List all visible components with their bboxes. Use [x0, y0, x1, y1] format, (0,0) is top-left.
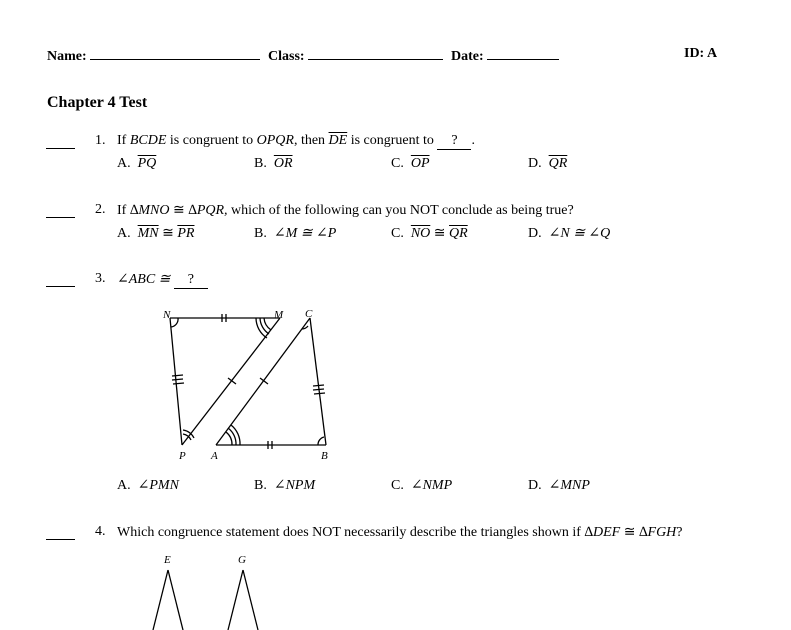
test-id: ID: A	[684, 46, 718, 61]
answer-blank-q1[interactable]	[46, 147, 75, 149]
answer-blank-q3[interactable]	[46, 285, 75, 287]
option-q1-c[interactable]: C. $\overline{OP}$	[391, 156, 430, 171]
answer-blank-q2[interactable]	[46, 216, 75, 218]
option-q2-a[interactable]: A. $\overline{MN}$ ≅ $\overline{PR}$	[117, 226, 195, 241]
class-field[interactable]	[268, 46, 443, 65]
question-number: 2.	[95, 202, 106, 217]
option-q1-a[interactable]: A. $\overline{PQ}$	[117, 156, 157, 171]
option-q2-c[interactable]: C. $\overline{NO}$ ≅ $\overline{QR}$	[391, 226, 468, 241]
class-label: Class:	[268, 49, 305, 64]
vertex-label-g: G	[238, 554, 246, 566]
page-title: Chapter 4 Test	[47, 94, 148, 111]
option-q3-d[interactable]: D. ∠MNP	[528, 478, 590, 493]
segment-ac	[216, 318, 310, 445]
name-blank[interactable]	[90, 46, 260, 60]
vertex-label-m: M	[274, 309, 284, 321]
segment-cb	[310, 318, 326, 445]
date-blank[interactable]	[487, 46, 559, 60]
triangle-fgh-left-side	[228, 570, 243, 630]
question-1-stem: If BCDE is congruent to OPQR, then $\overline{DE}$ is congruent to ? .	[117, 133, 475, 148]
name-label: Name:	[47, 49, 87, 64]
option-q1-d[interactable]: D. $\overline{QR}$	[528, 156, 568, 171]
option-q2-b[interactable]: B. ∠M ≅ ∠P	[254, 226, 337, 241]
option-q2-d[interactable]: D. ∠N ≅ ∠Q	[528, 226, 611, 241]
date-label: Date:	[451, 49, 484, 64]
parallelogram-figure	[150, 300, 350, 470]
triangle-fgh-right-side	[243, 570, 258, 630]
vertex-label-e: E	[164, 554, 171, 566]
triangle-def-left-side	[153, 570, 168, 630]
class-blank[interactable]	[308, 46, 443, 60]
question-4-stem: Which congruence statement does NOT necessarily describe the triangles shown if ∆DEF ≅ ∆FGH?	[117, 525, 683, 540]
date-field[interactable]	[451, 46, 559, 65]
vertex-label-n: N	[163, 309, 171, 321]
question-2-stem: If ∆MNO ≅ ∆PQR, which of the following can you NOT conclude as being true?	[117, 203, 574, 218]
question-number: 1.	[95, 133, 106, 148]
option-q3-a[interactable]: A. ∠PMN	[117, 478, 179, 493]
triangle-def-right-side	[168, 570, 183, 630]
vertex-label-b: B	[321, 450, 328, 462]
triangles-figure	[140, 550, 280, 630]
option-q1-b[interactable]: B. $\overline{OR}$	[254, 156, 293, 171]
question-number: 3.	[95, 271, 106, 286]
question-number: 4.	[95, 524, 106, 539]
question-3-stem: ∠ABC ≅ ?	[117, 271, 208, 289]
vertex-label-c: C	[305, 308, 313, 320]
option-q3-c[interactable]: C. ∠NMP	[391, 478, 453, 493]
vertex-label-p: P	[179, 450, 186, 462]
answer-blank-q4[interactable]	[46, 538, 75, 540]
name-field[interactable]	[47, 46, 260, 65]
vertex-label-a: A	[211, 450, 218, 462]
segment-np	[170, 318, 182, 445]
option-q3-b[interactable]: B. ∠NPM	[254, 478, 316, 493]
